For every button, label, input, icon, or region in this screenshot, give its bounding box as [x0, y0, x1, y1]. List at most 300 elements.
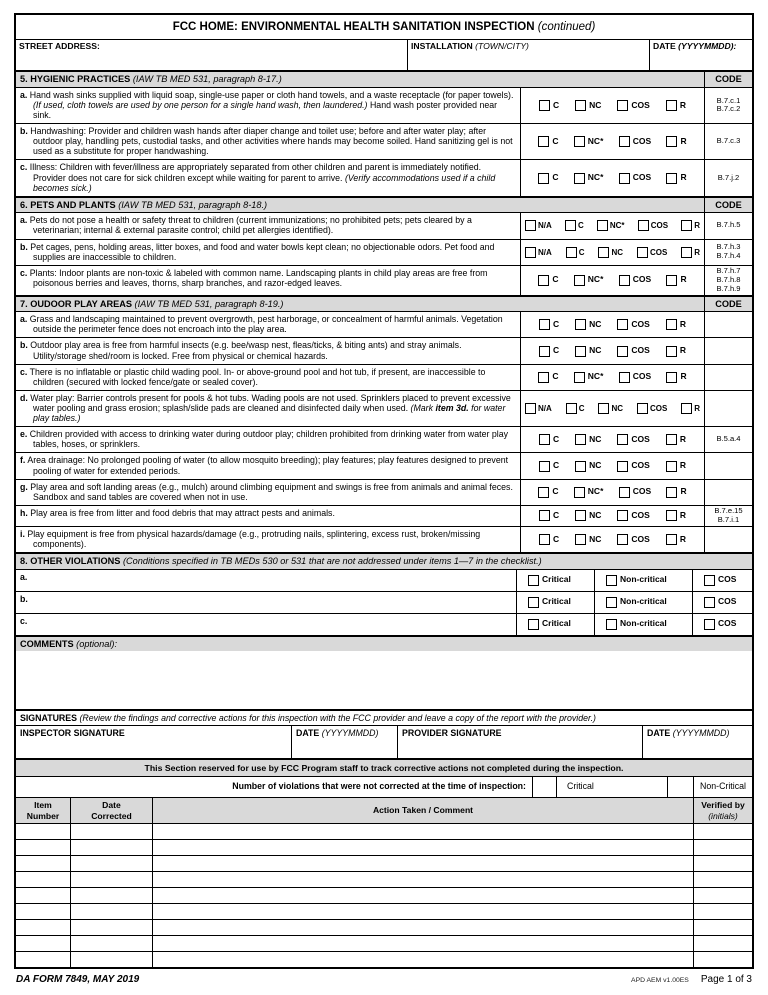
- checkbox[interactable]: [598, 403, 609, 414]
- checkbox[interactable]: [575, 534, 586, 545]
- option-critical[interactable]: [528, 597, 571, 608]
- option-c[interactable]: [539, 534, 559, 545]
- item-number-cell[interactable]: [16, 952, 70, 967]
- option-r[interactable]: [681, 247, 700, 258]
- checkbox[interactable]: [538, 136, 549, 147]
- checkbox-label: NC*: [587, 371, 604, 382]
- option-nc[interactable]: [575, 319, 601, 330]
- checkbox[interactable]: [619, 487, 630, 498]
- signatures-label: SIGNATURES: [20, 713, 80, 724]
- option-cos[interactable]: [617, 510, 649, 521]
- item-options: [520, 266, 704, 295]
- checkbox[interactable]: [666, 510, 677, 521]
- checkbox-label: Non-critical: [620, 618, 667, 629]
- checkbox-label: COS: [649, 403, 668, 413]
- checkbox[interactable]: [666, 434, 677, 445]
- checkbox[interactable]: [538, 372, 549, 383]
- option-nc[interactable]: [575, 346, 601, 357]
- checkbox[interactable]: [606, 597, 617, 608]
- action-taken-cell[interactable]: [152, 872, 693, 887]
- item-description: [16, 427, 520, 452]
- checkbox[interactable]: [574, 275, 585, 286]
- checkbox[interactable]: [539, 510, 550, 521]
- checkbox[interactable]: [617, 319, 628, 330]
- item-text: Handwashing: Provider and children wash hands after diaper change and toilet use; before and after water play; after outdoor play, handling pets, custodial tasks, and other activities where hands may become soiled. Hand sanitizing gel is not used as a substitute for proper handwashing.: [30, 126, 513, 157]
- checkbox[interactable]: [617, 461, 628, 472]
- option-noncritical[interactable]: [606, 575, 667, 586]
- inspector-signature-label: INSPECTOR SIGNATURE: [20, 728, 125, 739]
- item-description: [16, 312, 520, 337]
- item-options: [520, 213, 704, 238]
- option-na[interactable]: [525, 247, 552, 258]
- checkbox[interactable]: [666, 319, 677, 330]
- item-text: There is no inflatable or plastic child wading pool. In- or above-ground pool and hot tub, if present, are inaccessible to children (secured with locked fence/gate or sealed cover).: [29, 366, 486, 387]
- action-taken-header: Action Taken / Comment: [152, 798, 693, 823]
- item-number-cell[interactable]: [16, 824, 70, 839]
- item-letter: b.: [20, 241, 28, 252]
- option-nc[interactable]: [574, 275, 604, 286]
- checkbox[interactable]: [575, 461, 586, 472]
- item-codes: B.7.c.1 B.7.c.2: [704, 88, 752, 123]
- item-description: [16, 480, 520, 505]
- action-taken-cell[interactable]: [152, 936, 693, 951]
- item-letter: d.: [20, 392, 28, 403]
- verified-by-cell[interactable]: [693, 952, 752, 967]
- checkbox-label: COS: [631, 533, 650, 544]
- option-r[interactable]: [681, 220, 700, 231]
- checkbox[interactable]: [539, 319, 550, 330]
- checkbox-label: C: [553, 533, 560, 544]
- item-description: [16, 365, 520, 390]
- date-corrected-cell[interactable]: [70, 888, 152, 903]
- option-r[interactable]: [666, 372, 686, 383]
- comments-note: (optional):: [76, 638, 118, 649]
- checkbox[interactable]: [666, 461, 677, 472]
- checkbox[interactable]: [606, 575, 617, 586]
- checkbox[interactable]: [666, 346, 677, 357]
- checkbox[interactable]: [619, 136, 630, 147]
- item-text: Pets do not pose a health or safety threat to children (current immunizations; no prohibited pets; pets cleared by a veterinarian; internal & external parasite control; child pet allergies identified).: [29, 215, 472, 236]
- section-8-title-cell: [16, 554, 752, 569]
- checkbox-label: R: [679, 99, 686, 110]
- item-number-cell[interactable]: [16, 920, 70, 935]
- option-c[interactable]: [566, 247, 585, 258]
- item-description: [16, 391, 520, 426]
- violation-letter-field[interactable]: a.: [20, 571, 28, 582]
- item-letter: c.: [20, 267, 28, 278]
- checkbox[interactable]: [575, 434, 586, 445]
- checkbox[interactable]: [565, 220, 576, 231]
- checkbox[interactable]: [538, 487, 549, 498]
- option-c[interactable]: [566, 403, 585, 414]
- checkbox-label: NC: [589, 99, 602, 110]
- checkbox[interactable]: [617, 434, 628, 445]
- date-field[interactable]: [649, 40, 752, 70]
- verified-by-cell[interactable]: [693, 856, 752, 871]
- checkbox[interactable]: [539, 461, 550, 472]
- checkbox-label: R: [679, 533, 686, 544]
- option-cos[interactable]: [704, 575, 736, 586]
- option-cos[interactable]: [617, 100, 649, 111]
- checklist-item-row: [16, 265, 752, 295]
- page-footer: [16, 974, 752, 986]
- option-r[interactable]: [666, 346, 686, 357]
- checklist-item-row: [16, 390, 752, 426]
- date-corrected-cell[interactable]: [70, 840, 152, 855]
- violation-letter-field[interactable]: b.: [20, 593, 28, 604]
- item-codes: B.7.h.3 B.7.h.4: [704, 240, 752, 265]
- checkbox[interactable]: [528, 597, 539, 608]
- checkbox-label: C: [578, 403, 585, 413]
- section-header: [16, 70, 752, 87]
- date-corrected-header: Date Corrected: [70, 798, 152, 823]
- verified-by-header: Verified by (initials): [693, 798, 752, 823]
- item-number-cell[interactable]: [16, 872, 70, 887]
- verified-by-cell[interactable]: [693, 872, 752, 887]
- option-nc[interactable]: [574, 372, 604, 383]
- violation-option-cell: [516, 592, 594, 613]
- option-critical[interactable]: [528, 619, 571, 630]
- verified-by-cell[interactable]: [693, 904, 752, 919]
- item-options: [520, 365, 704, 390]
- section-title: 6. PETS AND PLANTS: [20, 199, 119, 210]
- item-codes: B.7.e.15 B.7.i.1: [704, 506, 752, 526]
- option-cos[interactable]: [617, 461, 649, 472]
- checkbox[interactable]: [525, 247, 536, 258]
- page-number: Page 1 of 3: [700, 973, 752, 985]
- checkbox[interactable]: [575, 319, 586, 330]
- option-c[interactable]: [538, 372, 558, 383]
- checkbox[interactable]: [666, 372, 677, 383]
- checkbox[interactable]: [528, 619, 539, 630]
- option-r[interactable]: [666, 434, 686, 445]
- checklist-item-row: [16, 87, 752, 123]
- option-nc[interactable]: [574, 173, 604, 184]
- checkbox[interactable]: [666, 173, 677, 184]
- option-c[interactable]: [539, 100, 559, 111]
- checkbox[interactable]: [638, 220, 649, 231]
- option-r[interactable]: [666, 275, 686, 286]
- option-c[interactable]: [538, 136, 558, 147]
- violation-options: [516, 592, 752, 613]
- checkbox[interactable]: [597, 220, 608, 231]
- option-r[interactable]: [666, 534, 686, 545]
- action-taken-cell[interactable]: [152, 888, 693, 903]
- date-corrected-cell[interactable]: [70, 952, 152, 967]
- checkbox[interactable]: [566, 247, 577, 258]
- option-cos[interactable]: [619, 173, 651, 184]
- checkbox[interactable]: [681, 220, 692, 231]
- checklist-sections: [16, 70, 752, 552]
- option-r[interactable]: [681, 403, 700, 414]
- item-description: [16, 124, 520, 159]
- option-cos[interactable]: [619, 136, 651, 147]
- item-text: Hand wash sinks supplied with liquid soap, single-use paper or cloth hand towels, and a waste receptacle (for paper towels). (If used, cloth towels are used by one person for a single hand wash, then laundered.) Hand wash poster provided near sink.: [29, 89, 514, 121]
- checkbox-label: COS: [718, 574, 737, 585]
- item-options: [520, 527, 704, 552]
- option-r[interactable]: [666, 136, 686, 147]
- date-corrected-cell[interactable]: [70, 872, 152, 887]
- checkbox-label: R: [694, 403, 700, 413]
- provider-date-field[interactable]: [642, 726, 752, 758]
- checkbox[interactable]: [666, 100, 677, 111]
- checkbox[interactable]: [525, 403, 536, 414]
- date-corrected-cell[interactable]: [70, 824, 152, 839]
- checkbox[interactable]: [619, 173, 630, 184]
- verified-by-cell[interactable]: [693, 888, 752, 903]
- checkbox[interactable]: [666, 275, 677, 286]
- checkbox[interactable]: [619, 372, 630, 383]
- option-cos[interactable]: [619, 372, 651, 383]
- item-number-cell[interactable]: [16, 856, 70, 871]
- checkbox[interactable]: [704, 575, 715, 586]
- inspector-signature-field[interactable]: [16, 726, 291, 758]
- section-header: [16, 295, 752, 312]
- option-cos[interactable]: [617, 534, 649, 545]
- option-nc[interactable]: [574, 487, 604, 498]
- option-r[interactable]: [666, 319, 686, 330]
- checklist-item-row: [16, 426, 752, 452]
- option-r[interactable]: [666, 487, 686, 498]
- checkbox[interactable]: [575, 346, 586, 357]
- option-c[interactable]: [539, 510, 559, 521]
- checkbox-label: NC*: [609, 221, 625, 231]
- checkbox[interactable]: [539, 100, 550, 111]
- section-title-cell: [16, 72, 704, 87]
- option-nc[interactable]: [598, 403, 623, 414]
- item-letter: b.: [20, 340, 28, 351]
- checkbox[interactable]: [574, 173, 585, 184]
- checkbox[interactable]: [617, 534, 628, 545]
- checkbox[interactable]: [575, 100, 586, 111]
- checkbox-label: Critical: [542, 596, 571, 607]
- option-c[interactable]: [539, 461, 559, 472]
- action-taken-cell[interactable]: [152, 904, 693, 919]
- checkbox[interactable]: [539, 346, 550, 357]
- checkbox-label: NC: [589, 460, 602, 471]
- checkbox[interactable]: [538, 173, 549, 184]
- item-number-cell[interactable]: [16, 888, 70, 903]
- violation-option-cell: [692, 592, 752, 613]
- option-r[interactable]: [666, 173, 686, 184]
- option-noncritical[interactable]: [606, 597, 667, 608]
- section-title-cell: [16, 198, 704, 213]
- checkbox[interactable]: [637, 403, 648, 414]
- item-codes: [704, 365, 752, 390]
- other-violation-rows: [16, 569, 752, 635]
- checkbox[interactable]: [681, 247, 692, 258]
- option-critical[interactable]: [528, 575, 571, 586]
- checklist-item-row: [16, 212, 752, 238]
- checkbox-label: COS: [718, 618, 737, 629]
- item-codes: [704, 480, 752, 505]
- violation-option-cell: [516, 570, 594, 591]
- item-description: [16, 453, 520, 478]
- item-text: Play equipment is free from physical hazards/damage (e.g., protruding nails, splintering, excess rust, broken/missing components).: [27, 528, 481, 549]
- checkbox[interactable]: [575, 510, 586, 521]
- date-label: DATE: [653, 41, 679, 52]
- option-r[interactable]: [666, 510, 686, 521]
- option-cos[interactable]: [617, 319, 649, 330]
- apd-version: APD AEM v1.00ES: [631, 976, 689, 984]
- checkbox[interactable]: [666, 534, 677, 545]
- tracking-table-row: [16, 887, 752, 903]
- option-r[interactable]: [666, 461, 686, 472]
- checkbox[interactable]: [566, 403, 577, 414]
- checkbox[interactable]: [666, 487, 677, 498]
- option-noncritical[interactable]: [606, 619, 667, 630]
- violation-letter-field[interactable]: c.: [20, 615, 28, 626]
- checkbox[interactable]: [598, 247, 609, 258]
- option-c[interactable]: [538, 173, 558, 184]
- code-column-header: CODE: [704, 297, 752, 312]
- checkbox[interactable]: [525, 220, 536, 231]
- item-options: [520, 391, 704, 426]
- option-nc[interactable]: [575, 100, 601, 111]
- tracking-table-row: [16, 855, 752, 871]
- checkbox[interactable]: [681, 403, 692, 414]
- option-r[interactable]: [666, 100, 686, 111]
- section-subtitle: (IAW TB MED 531, paragraph 8-17.): [132, 74, 282, 85]
- item-letter: g.: [20, 481, 28, 492]
- verified-by-cell[interactable]: [693, 824, 752, 839]
- checkbox[interactable]: [528, 575, 539, 586]
- checkbox-label: N/A: [538, 221, 552, 231]
- verified-by-cell[interactable]: [693, 920, 752, 935]
- action-taken-cell[interactable]: [152, 952, 693, 967]
- comments-input-area[interactable]: [16, 651, 752, 709]
- checkbox-label: COS: [649, 247, 668, 257]
- verified-by-cell[interactable]: [693, 840, 752, 855]
- installation-field[interactable]: [407, 40, 649, 70]
- checkbox[interactable]: [606, 619, 617, 630]
- item-options: [520, 312, 704, 337]
- item-description: [16, 506, 520, 526]
- item-number-cell[interactable]: [16, 904, 70, 919]
- section-title: 5. HYGIENIC PRACTICES: [20, 74, 133, 85]
- option-nc[interactable]: [575, 434, 601, 445]
- checkbox[interactable]: [574, 372, 585, 383]
- option-c[interactable]: [539, 434, 559, 445]
- date-corrected-cell[interactable]: [70, 904, 152, 919]
- tracking-table-row: [16, 951, 752, 967]
- option-cos[interactable]: [619, 275, 651, 286]
- item-options: [520, 453, 704, 478]
- option-cos[interactable]: [617, 434, 649, 445]
- option-cos[interactable]: [637, 403, 667, 414]
- checkbox[interactable]: [666, 136, 677, 147]
- street-address-field[interactable]: [16, 40, 407, 70]
- option-na[interactable]: [525, 220, 552, 231]
- item-letter: h.: [20, 507, 28, 518]
- checkbox[interactable]: [539, 534, 550, 545]
- option-c[interactable]: [538, 487, 558, 498]
- item-options: [520, 160, 704, 195]
- critical-count-input[interactable]: [532, 777, 556, 797]
- tracking-table-header: [16, 797, 752, 823]
- checkbox[interactable]: [539, 434, 550, 445]
- section-header: [16, 196, 752, 213]
- checkbox[interactable]: [617, 346, 628, 357]
- action-taken-cell[interactable]: [152, 920, 693, 935]
- date-corrected-cell[interactable]: [70, 936, 152, 951]
- tracking-table-row: [16, 839, 752, 855]
- checkbox-label: Critical: [542, 618, 571, 629]
- checkbox-label: R: [679, 460, 686, 471]
- signature-row: [16, 725, 752, 758]
- option-cos[interactable]: [617, 346, 649, 357]
- checkbox[interactable]: [538, 275, 549, 286]
- checkbox[interactable]: [704, 597, 715, 608]
- violation-options: [516, 614, 752, 635]
- option-nc[interactable]: [575, 461, 601, 472]
- inspector-date-label: DATE: [296, 728, 322, 739]
- item-description: [16, 338, 520, 363]
- violation-options: [516, 570, 752, 591]
- checkbox[interactable]: [574, 487, 585, 498]
- option-c[interactable]: [539, 319, 559, 330]
- checkbox-label: N/A: [538, 247, 552, 257]
- date-corrected-cell[interactable]: [70, 920, 152, 935]
- verified-by-cell[interactable]: [693, 936, 752, 951]
- noncritical-count-input[interactable]: [667, 777, 693, 797]
- option-cos[interactable]: [704, 597, 736, 608]
- violation-count-label: Number of violations that were not corrected at the time of inspection:: [232, 781, 526, 792]
- option-cos[interactable]: [619, 487, 651, 498]
- item-options: [520, 427, 704, 452]
- checkbox[interactable]: [637, 247, 648, 258]
- option-c[interactable]: [565, 220, 584, 231]
- provider-signature-field[interactable]: [397, 726, 642, 758]
- action-taken-cell[interactable]: [152, 856, 693, 871]
- checkbox-label: COS: [632, 135, 652, 146]
- item-description: [16, 527, 520, 552]
- checkbox[interactable]: [704, 619, 715, 630]
- checkbox-label: Critical: [542, 574, 571, 585]
- checkbox-label: COS: [632, 274, 652, 285]
- checkbox[interactable]: [574, 136, 585, 147]
- item-number-cell[interactable]: [16, 840, 70, 855]
- option-nc[interactable]: [598, 247, 623, 258]
- option-nc[interactable]: [575, 510, 601, 521]
- option-c[interactable]: [538, 275, 558, 286]
- checkbox[interactable]: [617, 510, 628, 521]
- provider-signature-label: PROVIDER SIGNATURE: [402, 728, 502, 739]
- action-taken-cell[interactable]: [152, 824, 693, 839]
- checkbox-label: R: [679, 345, 686, 356]
- staff-section-text: This Section reserved for use by FCC Program staff to track corrective actions not completed during the inspection.: [144, 763, 624, 774]
- option-cos[interactable]: [704, 619, 736, 630]
- inspector-date-field[interactable]: [291, 726, 397, 758]
- option-nc[interactable]: [597, 220, 625, 231]
- item-text: Outdoor play area is free from harmful insects (e.g. bee/wasp nest, fleas/ticks, & biting ants) and stray animals. Utility/storage shed/room is locked. Free from physical or chemical hazards.: [30, 340, 462, 361]
- checkbox-label: NC: [611, 403, 623, 413]
- signatures-header: [16, 709, 752, 725]
- option-cos[interactable]: [637, 247, 667, 258]
- option-nc[interactable]: [575, 534, 601, 545]
- date-corrected-cell[interactable]: [70, 856, 152, 871]
- option-cos[interactable]: [638, 220, 668, 231]
- option-nc[interactable]: [574, 136, 604, 147]
- tracking-table-row: [16, 823, 752, 839]
- checkbox[interactable]: [617, 100, 628, 111]
- item-number-cell[interactable]: [16, 936, 70, 951]
- tracking-table-row: [16, 903, 752, 919]
- checkbox[interactable]: [619, 275, 630, 286]
- option-na[interactable]: [525, 403, 552, 414]
- action-taken-cell[interactable]: [152, 840, 693, 855]
- option-c[interactable]: [539, 346, 559, 357]
